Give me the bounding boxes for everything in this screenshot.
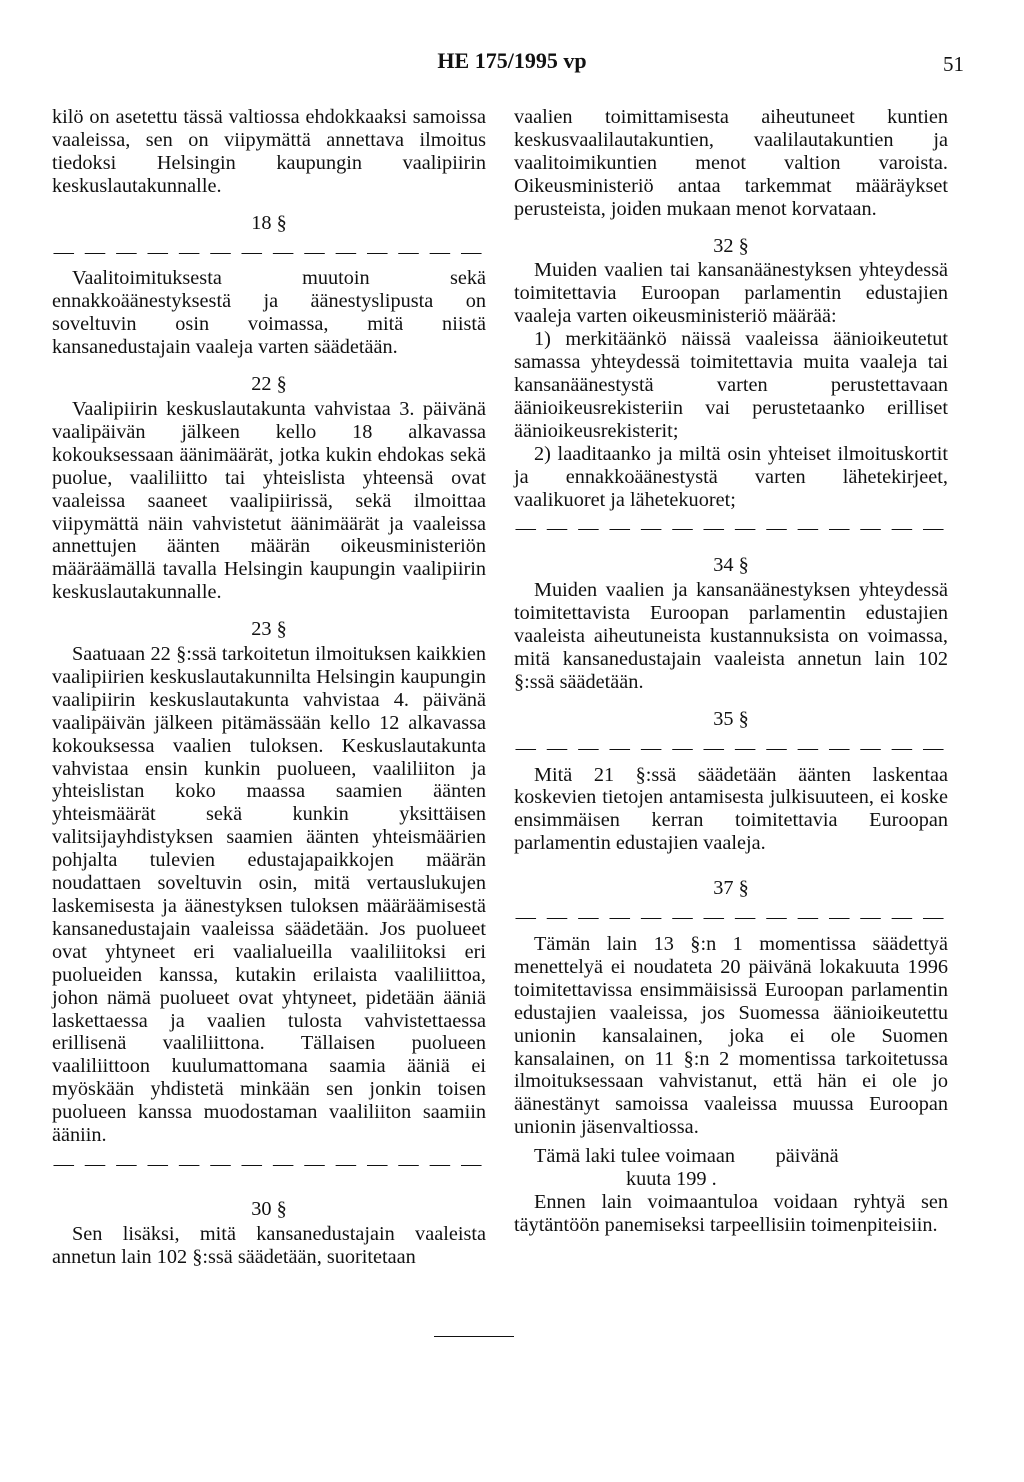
paragraph: Tämän lain 13 §:n 1 momentissa säädettyä menettelyä ei noudateta 20 päivänä lokakuuta 1996 toimitettavissa ensimmäisissä Euroopan parlamentin edustajien vaaleissa, jos Suomessa äänioikeutettu unionin kansalainen, joka ei ole Suomen kansalainen, on 11 §:n 2 momentissa tarkoitetussa ilmoituksessaan vahvistanut, että hän ei ole jo äänestänyt samoissa vaaleissa muussa Euroopan unionin jäsenvaltiossa. [514, 933, 948, 1139]
paragraph: Vaalipiirin keskuslautakunta vahvistaa 3. päivänä vaalipäivän jälkeen kello 18 alkavassa kokouksessaan äänimäärät, jotka kukin ehdokas sekä puolue, vaaliliitto tai yhteislista yhteensä ovat vaaleissa saaneet vaalipiirissä, sekä ilmoittaa viipymättä näin vahvistetut äänimäärät ja vaaleissa annettujen äänten määrän oikeusministeriön määräämällä tavalla Helsingin kaupungin vaalipiirin keskuslautakunnalle. [52, 397, 486, 604]
list-item: 1) merkitäänkö näissä vaaleissa äänioikeutetut samassa yhteydessä toimitettavia muita vaaleja tai kansanäänestystä varten perustettavaan äänioikeusrekisteriin vai perustetaanko erilliset äänioikeusrekisterit; [514, 328, 948, 442]
paragraph: Saatuaan 22 §:ssä tarkoitetun ilmoituksen kaikkien vaalipiirien keskuslautakunnilta Helsingin kaupungin vaalipiirin keskuslautakunta vahvistaa 4. päivänä vaalipäivän jälkeen pitämässään kello 12 alkavassa kokouksessa vaalien tuloksen. Keskuslautakunta vahvistaa ensin kunkin puolueen, vaaliliiton ja yhteislistan koko maassa saamien äänten yhteismäärät sekä kunkin yksittäisen valitsijayhdistyksen saamien äänten yhteismäärien pohjalta tulevien edustajapaikkojen määrän noudattaen soveltuvin osin, mitä vertauslukujen laskemisesta ja äänestyksen tuloksen määräämisestä kansanedustajain vaaleissa säädetään. Jos puolueet ovat yhtyneet eri vaalialueilla vaaliliitoksi eri puolueiden kanssa, kutakin erilaista vaaliliittoa, johon nämä puolueet ovat yhtyneet, pidetään ääniä laskettaessa ja vaalien tulosta vahvistettaessa erillisenä vaaliliittona. Tällaisen puolueen vaaliliittoon kuulumattomana saamia ääniä ei myöskään yhdistetä minkään sen jonkin toisen puolueen kanssa muodostaman vaaliliiton saamiin ääniin. [52, 643, 486, 1147]
omission-dashes: — — — — — — — — — — — — — — [515, 906, 947, 929]
entry-into-force-line: Tämä laki tulee voimaan päivänä [534, 1145, 839, 1168]
section-heading-35: 35 § [713, 707, 749, 730]
paragraph: Mitä 21 §:ssä säädetään äänten laskentaa koskevien tietojen antamisesta julkisuuteen, ei koske ensimmäisen kerran toimitettavia Euroopan parlamentin edustajien vaaleja. [514, 763, 948, 855]
section-heading-37: 37 § [713, 877, 749, 900]
paragraph: Vaalitoimituksesta muutoin sekä ennakkoäänestyksestä ja äänestyslipusta on soveltuvin osin voimassa, mitä niistä kansanedustajain vaaleja varten säädetään. [52, 267, 486, 359]
section-heading-23: 23 § [251, 618, 287, 641]
paragraph: Muiden vaalien tai kansanäänestyksen yhteydessä toimitettavia Euroopan parlamentin edustajien vaaleja varten oikeusministeriö määrää: [514, 259, 948, 328]
paragraph: vaalien toimittamisesta aiheutuneet kuntien keskusvaalilautakuntien, vaalilautakuntien ja vaalitoimikuntien menot valtion varoista. Oikeusministeriö antaa tarkemmat määräykset perusteista, joiden mukaan menot korvataan. [514, 106, 948, 220]
paragraph: Sen lisäksi, mitä kansanedustajain vaaleista annetun lain 102 §:ssä säädetään, suoritetaan [52, 1222, 486, 1268]
paragraph: Muiden vaalien ja kansanäänestyksen yhteydessä toimitettavista Euroopan parlamentin edustajien vaaleista aiheutuneista kustannuksista on voimassa, mitä kansanedustajain vaaleista annetun lain 102 §:ssä säädetään. [514, 579, 948, 693]
paragraph: Ennen lain voimaantuloa voidaan ryhtyä sen täytäntöön panemiseksi tarpeellisiin toimenpiteisiin. [514, 1190, 948, 1236]
section-heading-30: 30 § [251, 1197, 287, 1220]
page-number: 51 [943, 52, 964, 76]
omission-dashes: — — — — — — — — — — — — — — [515, 736, 947, 759]
paragraph: kilö on asetettu tässä valtiossa ehdokkaaksi samoissa vaaleissa, sen on viipymättä annettava ilmoitus tiedoksi Helsingin kaupungin vaalipiirin keskuslautakunnalle. [52, 106, 486, 197]
entry-into-force-date: kuuta 199 . [626, 1168, 717, 1191]
page-header [0, 48, 1024, 84]
section-heading-32: 32 § [713, 234, 749, 257]
right-column [514, 106, 948, 1237]
section-heading-18: 18 § [251, 211, 287, 234]
omission-dashes: — — — — — — — — — — — — — — [53, 240, 485, 263]
list-item: 2) laaditaanko ja miltä osin yhteiset ilmoituskortit ja ennakkoäänestystä varten lähetekirjeet, vaalikuoret ja lähetekuoret; [514, 442, 948, 511]
section-heading-34: 34 § [713, 554, 749, 577]
omission-dashes: — — — — — — — — — — — — — — [515, 517, 947, 540]
left-column [52, 106, 486, 1269]
section-heading-22: 22 § [251, 373, 287, 396]
end-rule [434, 1336, 514, 1337]
omission-dashes: — — — — — — — — — — — — — — [53, 1152, 485, 1175]
document-id: HE 175/1995 vp [437, 48, 587, 73]
